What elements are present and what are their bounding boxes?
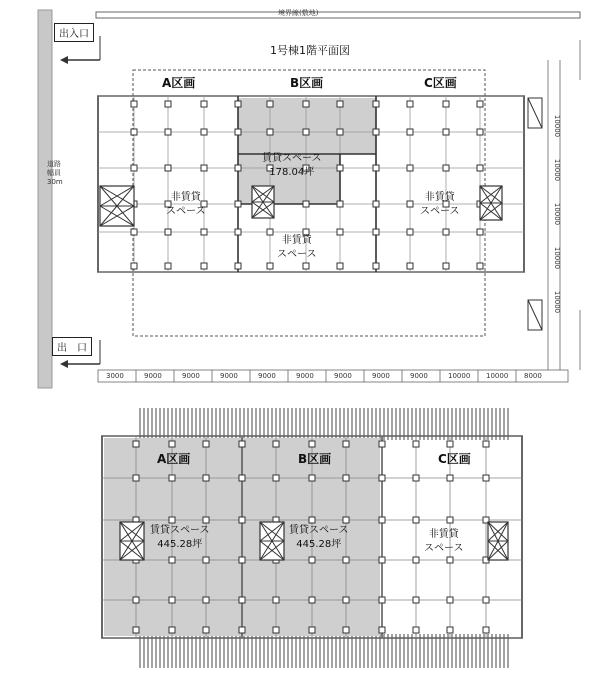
column-marker — [133, 441, 139, 447]
column-marker — [235, 201, 241, 207]
column-marker — [407, 129, 413, 135]
column-marker — [235, 165, 241, 171]
column-marker — [273, 441, 279, 447]
column-marker — [201, 101, 207, 107]
column-marker — [169, 597, 175, 603]
column-marker — [373, 101, 379, 107]
column-marker — [447, 557, 453, 563]
column-marker — [169, 441, 175, 447]
rental-space-b-bottom: 賃貸スペース 445.28坪 — [289, 525, 349, 550]
entry-arrow-head — [60, 56, 68, 64]
column-marker — [343, 597, 349, 603]
column-marker — [407, 229, 413, 235]
dimension-label: 10000 — [553, 246, 562, 270]
column-marker — [477, 229, 483, 235]
entrance-label: 出入口 — [54, 23, 94, 42]
column-marker — [303, 101, 309, 107]
bottom-zone-a-label: A区画 — [157, 452, 191, 466]
non-rental-space-b: 非賃貸 スペース — [277, 235, 317, 260]
column-marker — [443, 101, 449, 107]
column-marker — [165, 229, 171, 235]
column-marker — [203, 517, 209, 523]
column-marker — [309, 557, 315, 563]
column-marker — [337, 229, 343, 235]
column-marker — [447, 597, 453, 603]
column-marker — [239, 441, 245, 447]
stair-diag — [528, 300, 542, 330]
dimension-label: 10000 — [448, 372, 471, 380]
column-marker — [203, 475, 209, 481]
column-marker — [169, 517, 175, 523]
column-marker — [235, 101, 241, 107]
column-marker — [337, 201, 343, 207]
column-marker — [337, 263, 343, 269]
dimension-label: 9000 — [372, 372, 390, 380]
column-marker — [309, 517, 315, 523]
column-marker — [413, 441, 419, 447]
dimension-label: 9000 — [220, 372, 238, 380]
column-marker — [483, 441, 489, 447]
exit-label: 出 口 — [52, 337, 92, 356]
dimension-label: 9000 — [334, 372, 352, 380]
rental-space-b-top: 賃貸スペース 178.04坪 — [262, 153, 322, 178]
column-marker — [201, 229, 207, 235]
column-marker — [169, 475, 175, 481]
column-marker — [379, 517, 385, 523]
column-marker — [131, 165, 137, 171]
column-marker — [131, 101, 137, 107]
bottom-zone-c-label: C区画 — [438, 452, 471, 466]
column-marker — [343, 557, 349, 563]
column-marker — [413, 557, 419, 563]
column-marker — [133, 597, 139, 603]
column-marker — [169, 627, 175, 633]
column-marker — [413, 517, 419, 523]
column-marker — [239, 475, 245, 481]
column-marker — [303, 201, 309, 207]
column-marker — [379, 475, 385, 481]
dimension-label: 10000 — [553, 158, 562, 182]
column-marker — [447, 517, 453, 523]
column-marker — [483, 627, 489, 633]
column-marker — [303, 129, 309, 135]
dimension-label: 10000 — [553, 114, 562, 138]
column-marker — [165, 101, 171, 107]
column-marker — [131, 263, 137, 269]
column-marker — [447, 627, 453, 633]
column-marker — [337, 165, 343, 171]
column-marker — [239, 517, 245, 523]
column-marker — [477, 263, 483, 269]
road-label: 道路 幅員 30m — [47, 160, 63, 186]
non-rental-space-c-bottom: 非賃貸 スペース — [424, 529, 464, 554]
road-band — [38, 10, 52, 388]
column-marker — [343, 627, 349, 633]
column-marker — [133, 475, 139, 481]
dimension-label: 9000 — [182, 372, 200, 380]
boundary-label: 境界線(敷地) — [278, 9, 319, 17]
dimension-label: 10000 — [486, 372, 509, 380]
column-marker — [201, 263, 207, 269]
exit-arrow-head — [60, 360, 68, 368]
column-marker — [235, 229, 241, 235]
column-marker — [201, 129, 207, 135]
column-marker — [273, 597, 279, 603]
column-marker — [133, 627, 139, 633]
column-marker — [235, 263, 241, 269]
dimension-label: 3000 — [106, 372, 124, 380]
column-marker — [131, 129, 137, 135]
column-marker — [169, 557, 175, 563]
column-marker — [379, 441, 385, 447]
column-marker — [267, 129, 273, 135]
dimension-label: 10000 — [553, 202, 562, 226]
column-marker — [201, 165, 207, 171]
dimension-label: 9000 — [258, 372, 276, 380]
dimension-label: 9000 — [410, 372, 428, 380]
column-marker — [203, 627, 209, 633]
dimension-label: 9000 — [144, 372, 162, 380]
column-marker — [343, 517, 349, 523]
column-marker — [477, 101, 483, 107]
column-marker — [407, 101, 413, 107]
column-marker — [267, 101, 273, 107]
boundary-line — [96, 12, 580, 18]
non-rental-space-a: 非賃貸 スペース — [166, 192, 206, 217]
column-marker — [337, 101, 343, 107]
column-marker — [309, 627, 315, 633]
column-marker — [413, 475, 419, 481]
column-marker — [443, 129, 449, 135]
column-marker — [483, 597, 489, 603]
column-marker — [483, 475, 489, 481]
column-marker — [447, 475, 453, 481]
column-marker — [373, 229, 379, 235]
column-marker — [407, 263, 413, 269]
column-marker — [309, 441, 315, 447]
column-marker — [267, 263, 273, 269]
column-marker — [379, 557, 385, 563]
zone-c-label: C区画 — [424, 76, 457, 90]
column-marker — [239, 597, 245, 603]
column-marker — [443, 229, 449, 235]
column-marker — [373, 263, 379, 269]
column-marker — [203, 557, 209, 563]
column-marker — [239, 627, 245, 633]
column-marker — [343, 475, 349, 481]
column-marker — [273, 627, 279, 633]
zone-a-label: A区画 — [162, 76, 196, 90]
column-marker — [343, 441, 349, 447]
column-marker — [373, 129, 379, 135]
dimension-label: 9000 — [296, 372, 314, 380]
column-marker — [203, 597, 209, 603]
rental-space-a-bottom: 賃貸スペース 445.28坪 — [150, 525, 210, 550]
stair-diag — [528, 98, 542, 128]
column-marker — [477, 129, 483, 135]
dimension-label: 10000 — [553, 290, 562, 314]
column-marker — [447, 441, 453, 447]
column-marker — [267, 229, 273, 235]
column-marker — [235, 129, 241, 135]
column-marker — [309, 475, 315, 481]
column-marker — [303, 263, 309, 269]
column-marker — [407, 201, 413, 207]
column-marker — [373, 165, 379, 171]
column-marker — [373, 201, 379, 207]
column-marker — [239, 557, 245, 563]
column-marker — [165, 263, 171, 269]
column-marker — [413, 597, 419, 603]
dimension-label: 8000 — [524, 372, 542, 380]
column-marker — [131, 229, 137, 235]
column-marker — [443, 263, 449, 269]
column-marker — [477, 165, 483, 171]
column-marker — [443, 165, 449, 171]
bottom-zone-b-label: B区画 — [298, 452, 332, 466]
plan-title: 1号棟1階平面図 — [270, 44, 350, 57]
zone-b-label: B区画 — [290, 76, 324, 90]
column-marker — [165, 129, 171, 135]
column-marker — [273, 475, 279, 481]
column-marker — [379, 627, 385, 633]
column-marker — [337, 129, 343, 135]
column-marker — [413, 627, 419, 633]
column-marker — [379, 597, 385, 603]
column-marker — [309, 597, 315, 603]
column-marker — [203, 441, 209, 447]
column-marker — [407, 165, 413, 171]
non-rental-space-c: 非賃貸 スペース — [420, 192, 460, 217]
column-marker — [165, 165, 171, 171]
